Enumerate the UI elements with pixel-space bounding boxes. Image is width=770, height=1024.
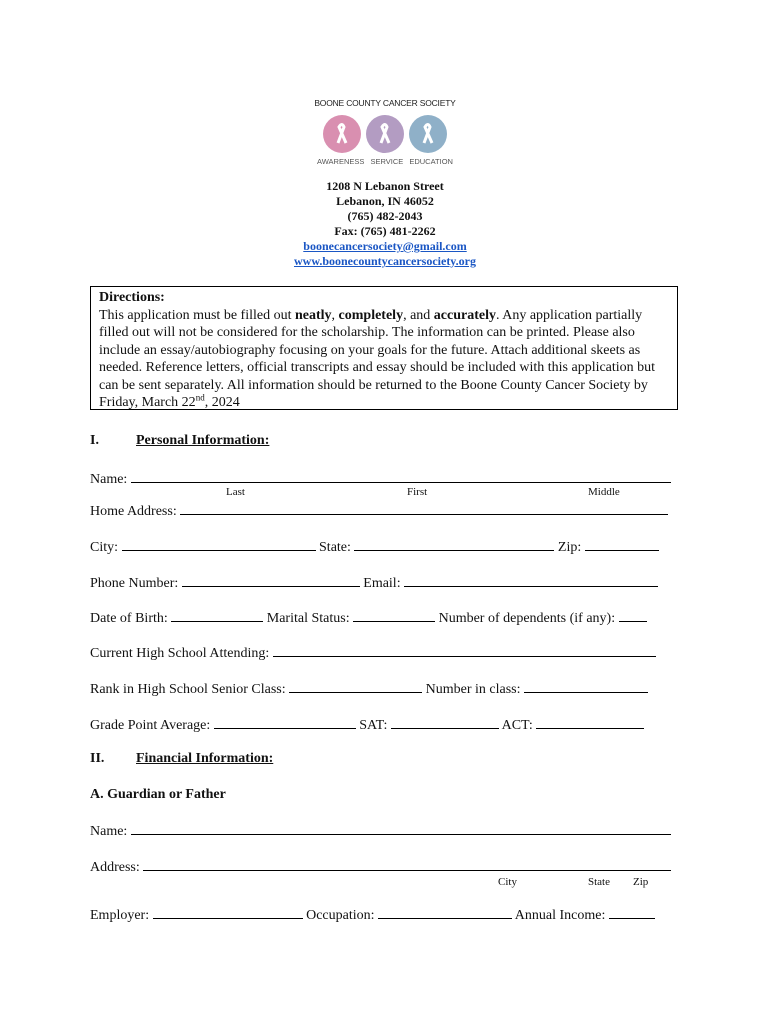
number-in-class-field[interactable] [524,680,648,693]
purple-ribbon-icon [366,115,404,153]
ribbon-logo [320,113,450,155]
directions-box [90,286,678,410]
guardian-address-field[interactable] [143,858,671,871]
city-state-zip: Lebanon, IN 46052 [336,194,434,208]
emphasis-completely: completely [338,307,404,323]
section-title: Financial Information: [136,751,274,766]
guardian-address-row [90,858,680,876]
section-number: I. [90,433,99,448]
dob-label: Date of Birth: [90,611,168,626]
address-sub-zip: Zip [633,876,649,888]
blue-ribbon-icon [409,115,447,153]
occupation-label: Occupation: [306,908,375,923]
logo-title: BOONE COUNTY CANCER SOCIETY [314,98,456,108]
act-label: ACT: [501,718,533,733]
section-title: Personal Information: [136,433,270,448]
logo-tagline: AWARENESS SERVICE EDUCATION [317,157,453,166]
marital-label: Marital Status: [266,611,350,626]
email-field[interactable] [404,574,658,587]
section-personal-heading [90,433,269,449]
gpa-label: Grade Point Average: [90,718,211,733]
zip-label: Zip: [557,540,582,555]
section-financial-heading [90,751,273,767]
zip-field[interactable] [585,538,659,551]
phone-number: (765) 482-2043 [347,209,423,223]
section-number: II. [90,751,105,766]
number-in-class-label: Number in class: [425,682,521,697]
dependents-label: Number of dependents (if any): [438,611,616,626]
guardian-name-row [90,822,680,840]
phone-field[interactable] [182,574,360,587]
home-address-row [90,502,680,520]
website-link[interactable]: www.boonecountycancersociety.org [294,254,476,268]
pink-ribbon-icon [323,115,361,153]
city-field[interactable] [122,538,316,551]
guardian-name-field[interactable] [131,822,671,835]
directions-heading: Directions: [99,290,165,305]
sat-field[interactable] [391,716,499,729]
phone-email-row [90,574,680,592]
name-sub-first: First [407,486,428,498]
high-school-label: Current High School Attending: [90,646,270,661]
email-label: Email: [363,576,401,591]
employer-field[interactable] [153,906,303,919]
occupation-field[interactable] [378,906,512,919]
directions-text: . Any application partially filled out will not be considered for the scholarship. The information can be printed. Please also include an essay/autobiography focusing on your goals for the future. Attach additional skeets as needed. Reference letters, official transcripts and essay should be included with this application but can be sent separately. All information should be returned to the Boone County Cancer Society by Friday, March 22 [99,307,656,410]
marital-field[interactable] [353,609,435,622]
emphasis-neatly: neatly [294,307,332,323]
dependents-field[interactable] [619,609,647,622]
city-label: City: [90,540,119,555]
state-field[interactable] [354,538,554,551]
income-field[interactable] [609,906,655,919]
high-school-row [90,644,680,662]
home-address-label: Home Address: [90,504,177,519]
ordinal-suffix: nd [195,392,205,403]
name-field[interactable] [131,470,671,483]
phone-label: Phone Number: [90,576,179,591]
directions-text: , [331,307,339,323]
email-link[interactable]: boonecancersociety@gmail.com [303,239,467,253]
guardian-address-label: Address: [90,860,140,875]
name-label: Name: [90,472,128,487]
high-school-field[interactable] [273,644,656,657]
fax-number: Fax: (765) 481-2262 [334,224,436,238]
rank-label: Rank in High School Senior Class: [90,682,286,697]
dob-field[interactable] [171,609,263,622]
address-sub-state: State [588,876,610,888]
home-address-field[interactable] [180,502,668,515]
directions-text: , and [403,307,434,323]
directions-text: This application must be filled out [99,307,295,323]
employer-row [90,906,680,924]
address-sub-city: City [498,876,517,888]
employer-label: Employer: [90,908,150,923]
sat-label: SAT: [359,718,388,733]
guardian-name-label: Name: [90,824,128,839]
directions-text: , 2024 [204,395,240,410]
rank-row [90,680,680,698]
name-sub-middle: Middle [588,486,620,498]
emphasis-accurately: accurately [433,307,496,323]
guardian-subheading: A. Guardian or Father [90,787,226,802]
gpa-field[interactable] [214,716,356,729]
city-state-zip-row [90,538,680,556]
act-field[interactable] [536,716,644,729]
dob-marital-row [90,609,680,627]
name-sub-last: Last [226,486,245,498]
state-label: State: [319,540,351,555]
income-label: Annual Income: [514,908,606,923]
rank-field[interactable] [289,680,422,693]
gpa-row [90,716,680,734]
street-address: 1208 N Lebanon Street [326,179,444,193]
